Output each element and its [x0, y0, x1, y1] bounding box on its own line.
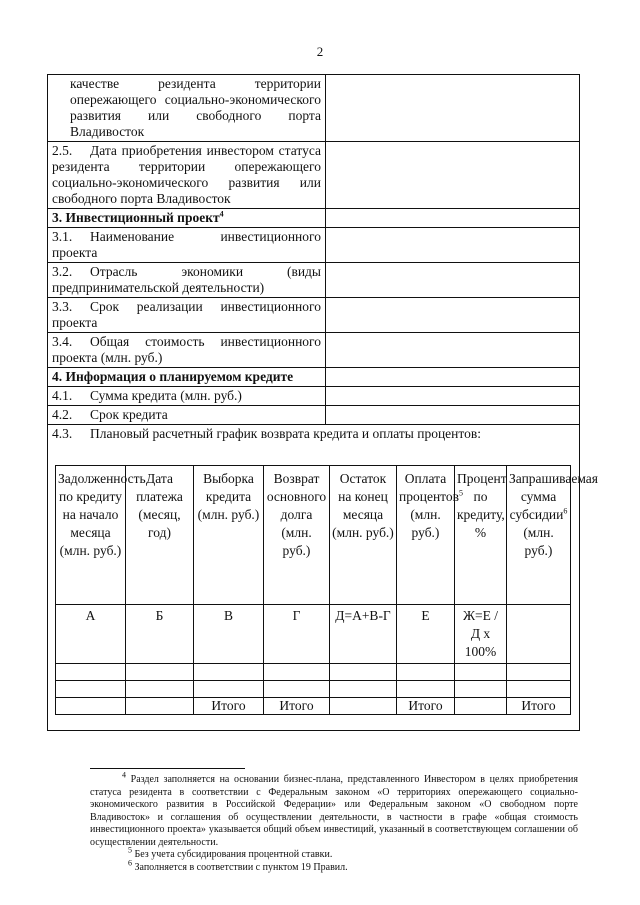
- row-3-3-number: 3.3.: [52, 299, 73, 314]
- row-2-4-continued: [48, 75, 580, 142]
- schedule-letters-row: [56, 605, 571, 664]
- row-4-3: [48, 425, 580, 731]
- row-3-2-text: Отрасль экономики (виды предпринимательской деятельности): [52, 264, 321, 295]
- row-2-5-number: 2.5.: [52, 143, 73, 158]
- row-2-4-value-cell[interactable]: [326, 75, 580, 142]
- footnote-6-mark: 6: [128, 858, 132, 868]
- schedule-letter-g: Г: [264, 605, 330, 664]
- row-4-2-value-cell[interactable]: [326, 406, 580, 425]
- repayment-schedule-table: [55, 465, 598, 715]
- section-4-header: [48, 368, 580, 387]
- schedule-letter-v: В: [194, 605, 264, 664]
- schedule-header-end-balance: Остаток на конец месяца (млн. руб.): [330, 466, 397, 605]
- row-3-1: [48, 228, 580, 263]
- schedule-total-row: [56, 698, 571, 715]
- row-4-2-number: 4.2.: [52, 407, 73, 422]
- footnote-5: [90, 845, 578, 862]
- schedule-header-interest-payment: [397, 466, 464, 605]
- section-3-header: [48, 209, 580, 228]
- row-2-5-value-cell[interactable]: [326, 142, 580, 209]
- schedule-header-payment-date: Дата платежа (месяц, год): [126, 466, 194, 605]
- row-3-1-value-cell[interactable]: [326, 228, 580, 263]
- row-4-1: [48, 387, 580, 406]
- schedule-header-drawdown: Выборка кредита (млн. руб.): [194, 466, 264, 605]
- schedule-header-interest-rate: Процент по кредиту, %: [455, 466, 507, 605]
- footnote-5-text: Без учета субсидирования процентной ставки.: [134, 849, 333, 860]
- footnote-ref-6: 6: [563, 506, 568, 516]
- schedule-blank-row: [56, 681, 571, 698]
- section-3-title: 3. Инвестиционный проект: [52, 210, 220, 225]
- footnote-4-mark: 4: [122, 770, 126, 780]
- row-3-1-number: 3.1.: [52, 229, 73, 244]
- footnote-4-text: Раздел заполняется на основании бизнес-плана, представленного Инвестором в целях приобретения статуса резидента в соответствии с Федеральным законом «О территориях опережающего социально-экономического развития в Российской Федерации» или Федеральным законом «О свободном порте Владивосток» и соглашения об осуществлении деятельности, в частности в графе «общая стоимость инвестиционного проекта» указывается общий объем инвестиций, указанный в соответствующем соглашении об осуществлении деятельности.: [90, 774, 579, 848]
- row-3-3-text: Срок реализации инвестиционного проекта: [52, 299, 321, 330]
- footnote-separator: [90, 768, 245, 769]
- schedule-header-debt: Задолженность по кредиту на начало месяца (млн. руб.): [56, 466, 126, 605]
- footnote-6-text: Заполняется в соответствии с пунктом 19 Правил.: [134, 861, 348, 873]
- total-subsidy: Итого: [507, 698, 571, 715]
- page-number: 2: [316, 44, 324, 59]
- row-4-1-text: Сумма кредита (млн. руб.): [90, 388, 242, 403]
- footnote-5-mark: 5: [128, 845, 132, 855]
- footnote-6: [90, 858, 578, 875]
- footnote-ref-5: 5: [459, 488, 464, 498]
- total-drawdown: Итого: [194, 698, 264, 715]
- footnote-4: [90, 770, 579, 849]
- total-principal: Итого: [264, 698, 330, 715]
- schedule-letter-blank: [507, 605, 571, 664]
- schedule-header-subsidy-label: Запрашиваемая сумма субсидии: [509, 471, 598, 522]
- row-3-3: [48, 298, 580, 333]
- row-2-5: [48, 142, 580, 209]
- schedule-header-subsidy-unit: (млн. руб.): [523, 525, 554, 558]
- total-interest: Итого: [397, 698, 455, 715]
- row-3-4: [48, 333, 580, 368]
- row-3-1-text: Наименование инвестиционного проекта: [52, 229, 321, 260]
- schedule-header-row: [56, 466, 571, 605]
- schedule-header-interest-unit: (млн. руб.): [410, 507, 441, 540]
- row-3-2: [48, 263, 580, 298]
- schedule-letter-a: А: [56, 605, 126, 664]
- row-3-2-value-cell[interactable]: [326, 263, 580, 298]
- schedule-blank-row: [56, 664, 571, 681]
- row-4-2-text: Срок кредита: [90, 407, 168, 422]
- row-3-4-value-cell[interactable]: [326, 333, 580, 368]
- footnote-ref-4: 4: [219, 209, 224, 219]
- row-3-4-number: 3.4.: [52, 334, 73, 349]
- schedule-letter-b: Б: [126, 605, 194, 664]
- row-3-3-value-cell[interactable]: [326, 298, 580, 333]
- application-form-table: [47, 74, 598, 731]
- schedule-header-interest-label: Оплата процентов: [399, 471, 460, 504]
- row-3-2-number: 3.2.: [52, 264, 73, 279]
- row-4-1-value-cell[interactable]: [326, 387, 580, 406]
- row-4-3-text: Плановый расчетный график возврата кредита и оплаты процентов:: [90, 426, 481, 441]
- row-4-1-number: 4.1.: [52, 388, 73, 403]
- schedule-letter-zh: Ж=Е / Д х 100%: [455, 605, 507, 664]
- row-4-2: [48, 406, 580, 425]
- schedule-letter-e: Е: [397, 605, 455, 664]
- footnotes: [90, 770, 579, 874]
- schedule-letter-d: Д=А+В-Г: [330, 605, 397, 664]
- row-3-4-text: Общая стоимость инвестиционного проекта (млн. руб.): [52, 334, 321, 365]
- section-4-title: 4. Информация о планируемом кредите: [52, 369, 294, 384]
- schedule-header-subsidy: [507, 466, 598, 605]
- schedule-header-principal-repayment: Возврат основного долга (млн. руб.): [264, 466, 330, 605]
- row-2-5-text: Дата приобретения инвестором статуса резидента территории опережающего социально-экономического развития или свободного порта Владивосток: [52, 143, 321, 206]
- row-4-3-number: 4.3.: [52, 426, 73, 441]
- row-2-4-text: качестве резидента территории опережающего социально-экономического развития или свободного порта Владивосток: [70, 76, 321, 139]
